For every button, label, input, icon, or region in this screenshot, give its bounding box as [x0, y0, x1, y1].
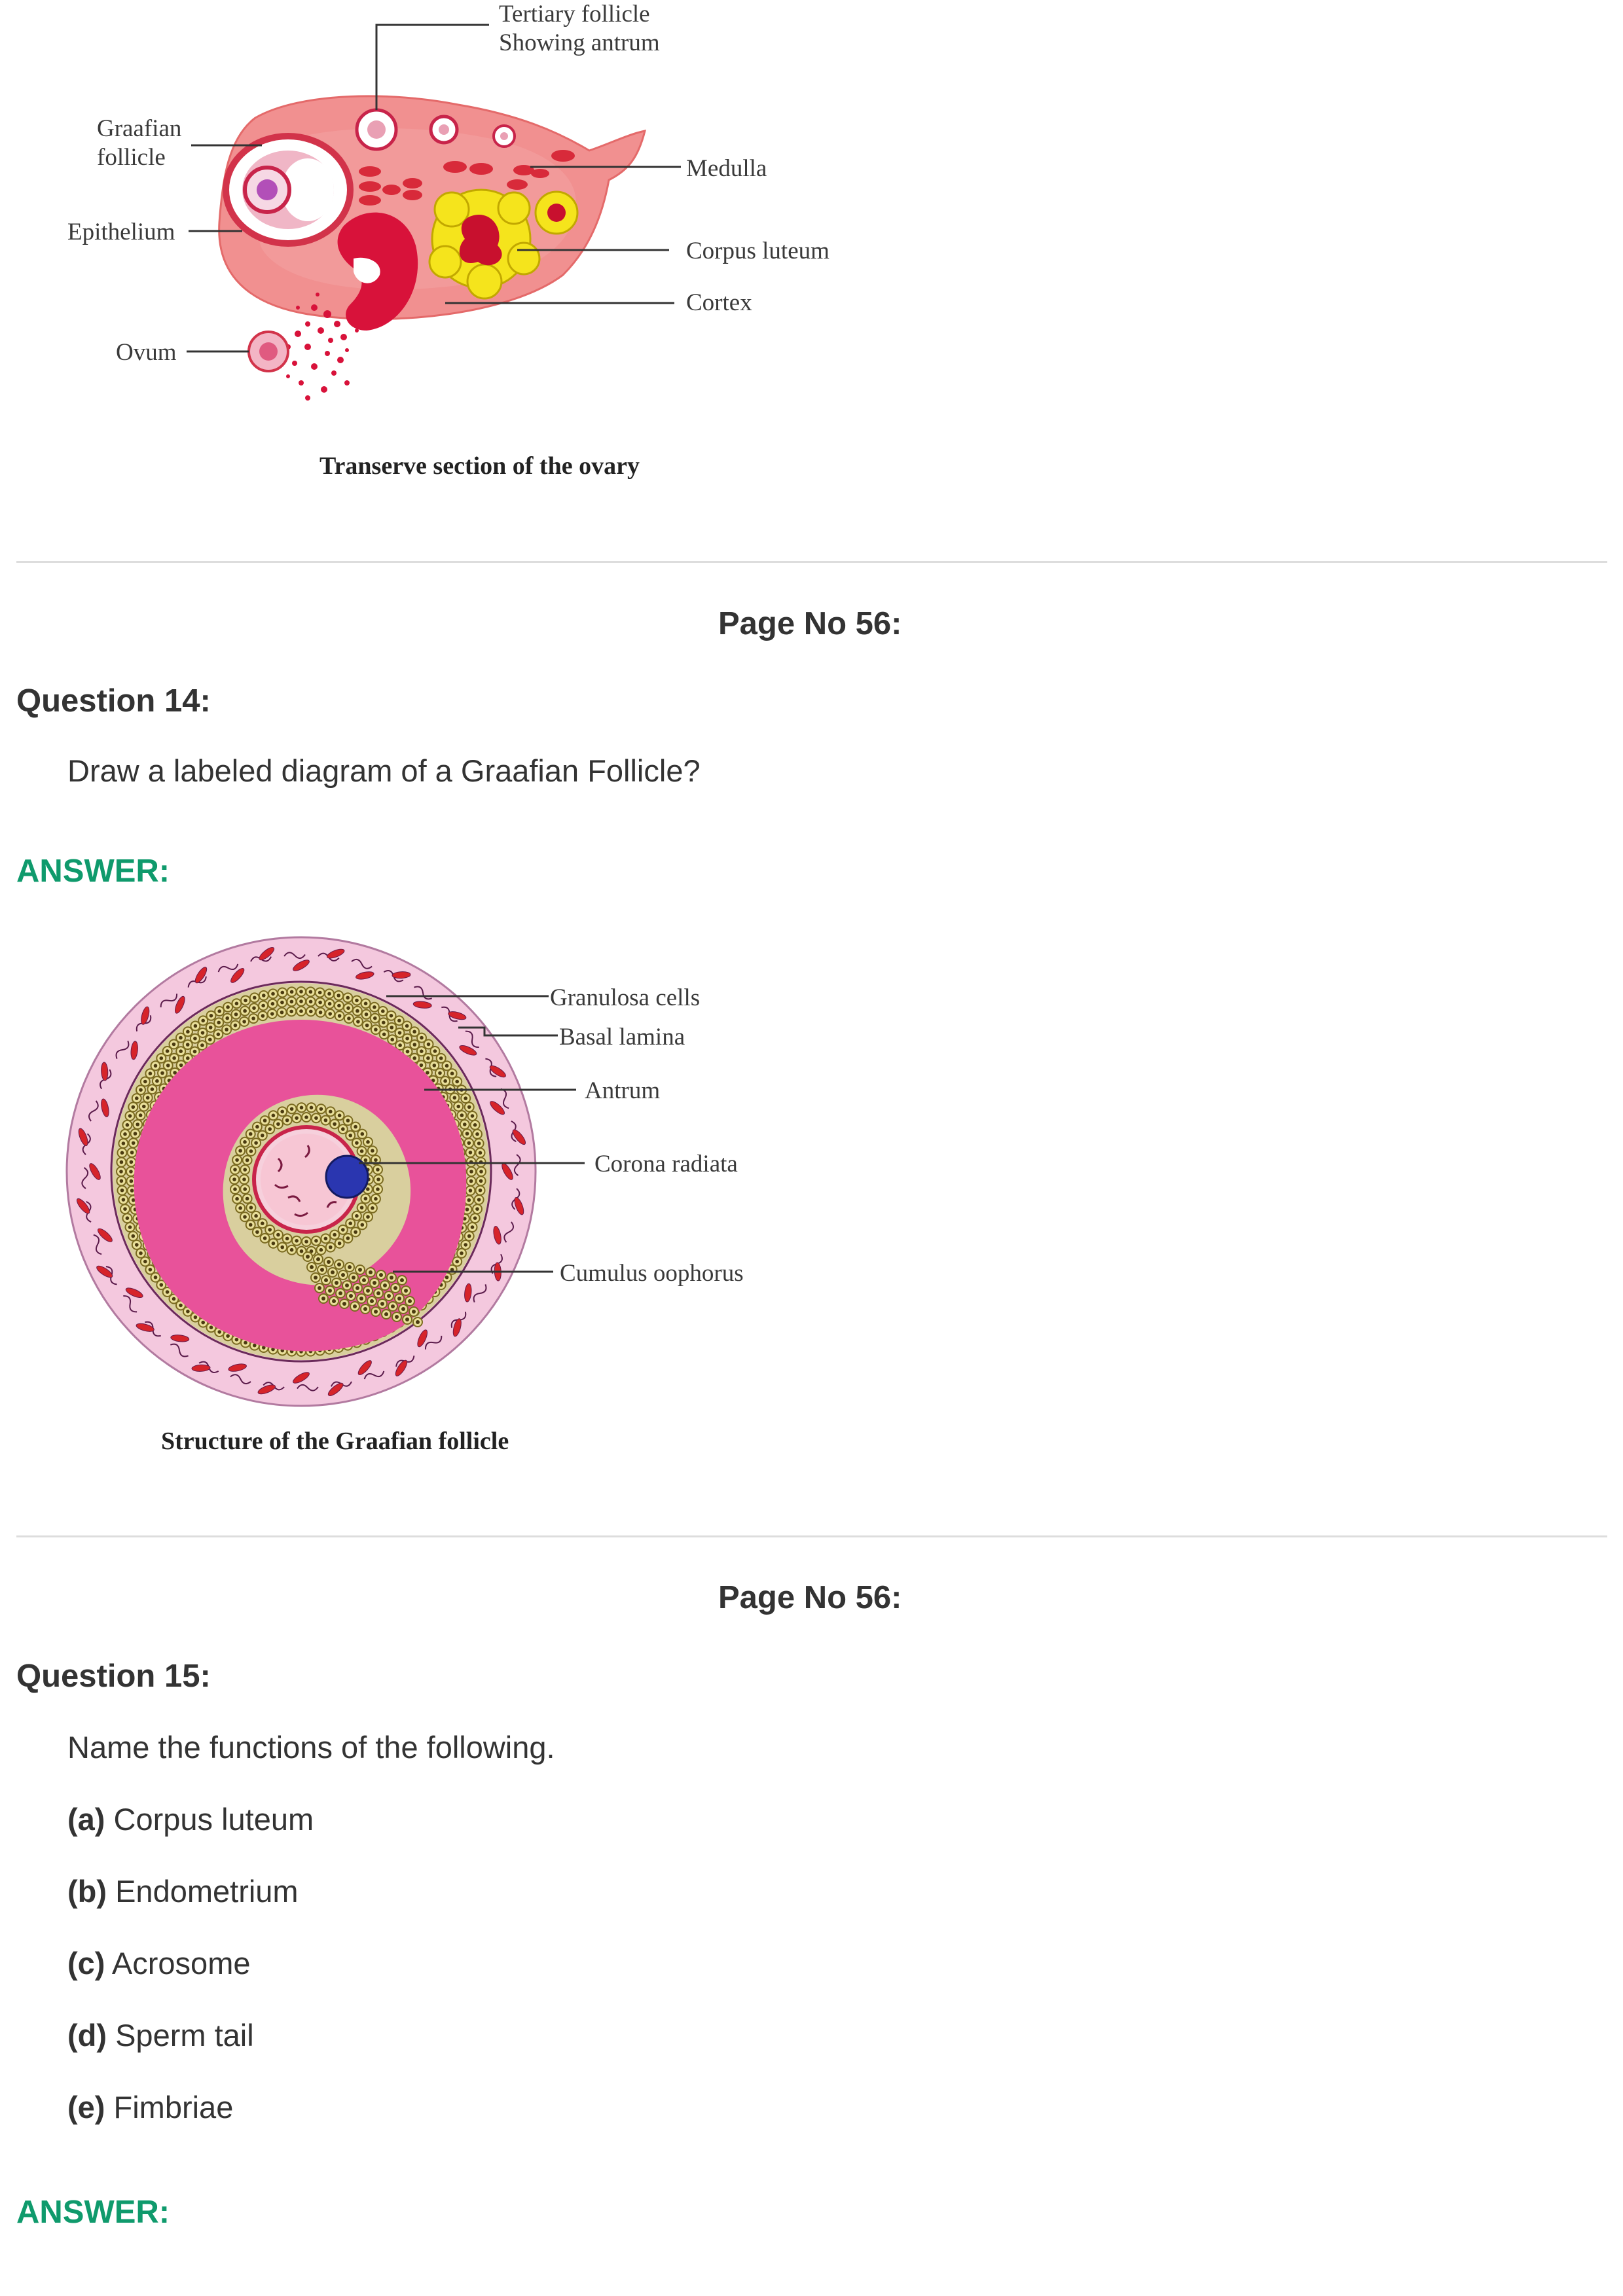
label-showing-antrum: Showing antrum [499, 29, 660, 56]
label-cumulus-oophorus: Cumulus oophorus [560, 1260, 744, 1287]
question-title: Question 14: [16, 683, 211, 719]
question-title: Question 15: [16, 1659, 211, 1694]
item-text: Endometrium [115, 1874, 299, 1909]
ovary-figure [0, 0, 917, 497]
page-number: Page No 56: [718, 606, 902, 641]
label-tertiary-follicle: Tertiary follicle [499, 1, 650, 27]
label-granulosa-cells: Granulosa cells [550, 984, 701, 1011]
label-ovum: Ovum [116, 339, 177, 366]
question-text: Name the functions of the following. [67, 1730, 555, 1765]
item-text: Fimbriae [113, 2090, 234, 2125]
label-medulla: Medulla [686, 155, 767, 182]
answer-label: ANSWER: [16, 853, 170, 889]
follicle-caption: Structure of the Graafian follicle [161, 1427, 509, 1455]
label-epithelium: Epithelium [67, 219, 175, 245]
label-corpus-luteum: Corpus luteum [686, 238, 830, 264]
list-item [67, 1873, 299, 1909]
item-key: (c) [67, 1946, 105, 1981]
page-number: Page No 56: [718, 1580, 902, 1615]
label-antrum: Antrum [585, 1077, 661, 1104]
answer-label: ANSWER: [16, 2195, 170, 2230]
label-cortex: Cortex [686, 289, 752, 316]
item-text: Corpus luteum [113, 1802, 314, 1837]
divider [16, 561, 1607, 563]
item-key: (d) [67, 2018, 107, 2053]
item-key: (b) [67, 1874, 107, 1909]
item-key: (e) [67, 2090, 105, 2125]
list-item [67, 2089, 233, 2125]
label-graafian: Graafian [97, 115, 182, 142]
list-item [67, 1801, 314, 1837]
item-key: (a) [67, 1802, 105, 1837]
list-item [67, 1945, 251, 1981]
divider [16, 1535, 1607, 1537]
item-text: Sperm tail [115, 2018, 254, 2053]
label-basal-lamina: Basal lamina [559, 1024, 685, 1050]
label-follicle: follicle [97, 144, 166, 171]
item-text: Acrosome [111, 1946, 251, 1981]
question-text: Draw a labeled diagram of a Graafian Follicle? [67, 753, 701, 788]
ovary-caption: Transerve section of the ovary [319, 452, 640, 480]
follicle-figure [0, 916, 851, 1479]
follicle-drawing [0, 916, 851, 1479]
label-corona-radiata: Corona radiata [594, 1151, 738, 1177]
list-item [67, 2017, 254, 2053]
